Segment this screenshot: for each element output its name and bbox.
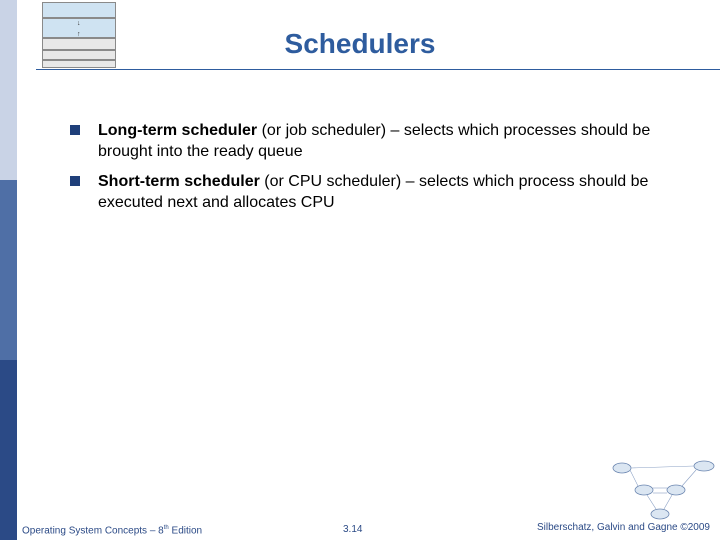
memory-stack-segment [42, 2, 116, 18]
state-running-node [667, 485, 685, 495]
slide-title: Schedulers [284, 28, 436, 59]
state-ready-node [635, 485, 653, 495]
strip-segment-dark [0, 360, 17, 540]
process-state-diagram-icon [600, 452, 720, 524]
bullet-item [70, 171, 670, 213]
bullet-text: (or job scheduler) – selects which processes should be brought into the ready queue [98, 122, 651, 160]
arrow-up-icon: ↑ [77, 31, 81, 38]
left-decorative-strip [0, 0, 17, 540]
bullet-square-icon [70, 176, 80, 186]
state-terminated-node [694, 461, 714, 471]
arrow-down-icon: ↓ [77, 20, 81, 27]
bullet-term: Long-term scheduler [98, 122, 258, 139]
footer-book-title-suffix: Edition [168, 525, 203, 537]
state-waiting-node [651, 509, 669, 519]
bullet-list [70, 120, 670, 222]
strip-segment-mid [0, 180, 17, 360]
bullet-text: (or CPU scheduler) – selects which process should be executed next and allocates CPU [98, 173, 649, 211]
bullet-square-icon [70, 125, 80, 135]
title-rule [36, 69, 720, 70]
bullet-item [70, 120, 670, 162]
state-new-node [613, 463, 631, 473]
strip-segment-light [0, 0, 17, 180]
footer-book-title-sup: th [163, 525, 169, 531]
footer-copyright: Silberschatz, Galvin and Gagne ©2009 [536, 522, 710, 533]
footer-book-title [22, 525, 202, 536]
memory-text-segment [42, 60, 116, 68]
page-number: 3.14 [343, 524, 363, 535]
bullet-term: Short-term scheduler [98, 173, 260, 190]
footer-book-title-prefix: Operating System Concepts – 8 [22, 525, 164, 537]
